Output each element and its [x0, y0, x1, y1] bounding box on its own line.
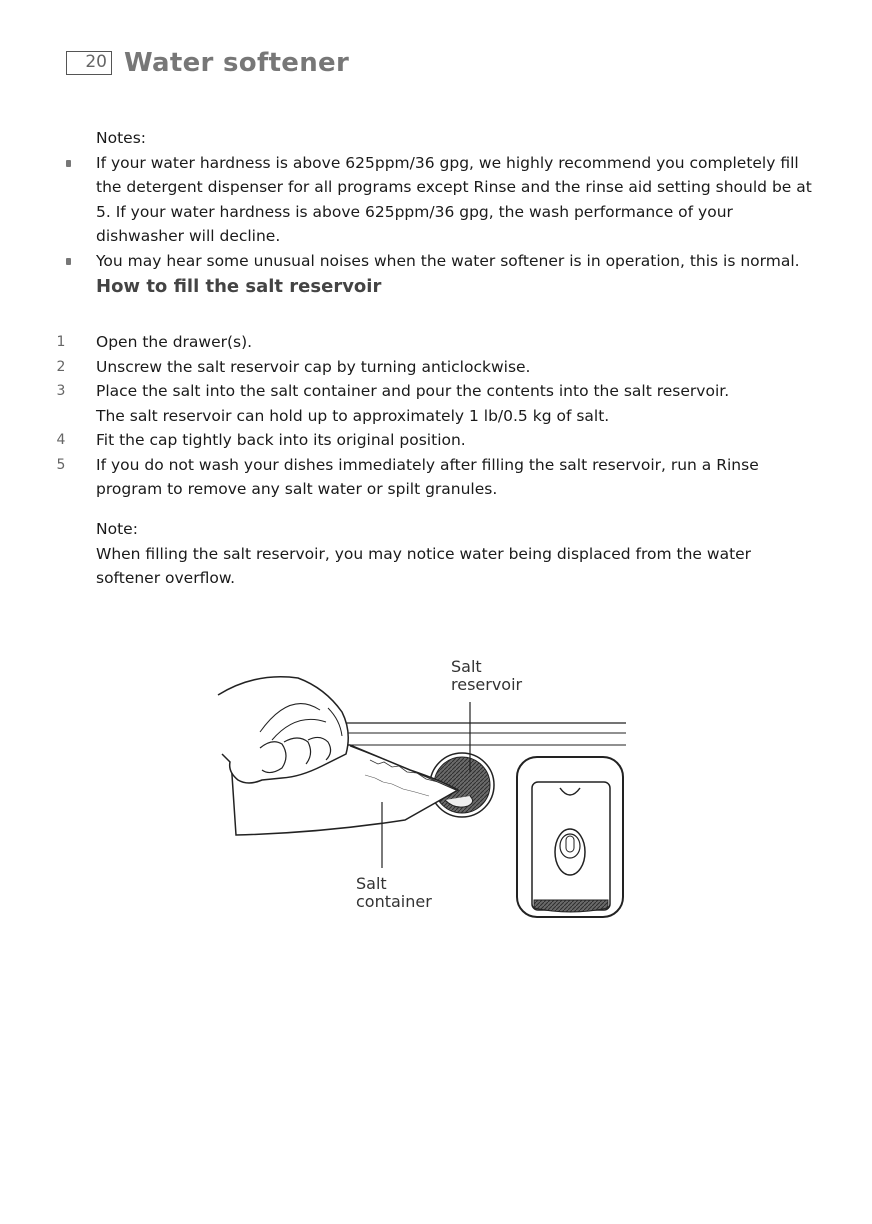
notes-list: [96, 151, 816, 274]
list-item: [56, 379, 816, 428]
step-number: 4: [56, 432, 66, 448]
list-item: [56, 453, 816, 502]
step-number: 1: [56, 334, 66, 350]
steps-block: [56, 330, 816, 502]
list-item: [56, 355, 816, 380]
steps-list: [56, 330, 816, 502]
salt-container-label: [356, 875, 432, 911]
drawer-edge: [340, 723, 626, 745]
step-extra-text: The salt reservoir can hold up to approximately 1 lb/0.5 kg of salt.: [96, 406, 610, 425]
step-text: If you do not wash your dishes immediately after filling the salt reservoir, run a Rinse program to remove any salt water or spilt granules.: [96, 455, 759, 498]
note-text: You may hear some unusual noises when the water softener is in operation, this is normal.: [96, 251, 800, 270]
page-header: [66, 48, 349, 78]
list-item: [56, 330, 816, 355]
step-text: Open the drawer(s).: [96, 333, 253, 351]
page-number: 20: [66, 51, 112, 75]
note-text: When filling the salt reservoir, you may notice water being displaced from the water softener overflow.: [96, 544, 752, 587]
note-block: [96, 517, 816, 591]
list-item: [96, 151, 816, 249]
step-text: Fit the cap tightly back into its original position.: [96, 431, 466, 449]
notes-label: Notes:: [96, 129, 146, 147]
step-text: Unscrew the salt reservoir cap by turning anticlockwise.: [96, 357, 531, 376]
salt-reservoir-label: [451, 658, 522, 694]
list-item: [96, 249, 816, 274]
notes-block: [96, 126, 816, 273]
bullet-icon: [66, 160, 71, 167]
reservoir-detail-inset: [517, 757, 623, 917]
note-text: If your water hardness is above 625ppm/36 gpg, we highly recommend you completely fill the detergent dispenser for all programs except Rinse and the rinse aid setting should be at 5. If your water hardness is above 625ppm/36 gpg, the wash performance of your dishwasher will decline.: [96, 153, 812, 245]
section-heading: How to fill the salt reservoir: [96, 276, 382, 297]
container-label-line2: container: [356, 892, 432, 911]
step-number: 2: [56, 358, 66, 375]
reservoir-label-line2: reservoir: [451, 675, 523, 694]
step-text: Place the salt into the salt container and pour the contents into the salt reservoir.: [96, 382, 730, 400]
bullet-icon: [66, 258, 71, 265]
page-title: Water softener: [124, 48, 350, 78]
step-number: 3: [56, 383, 66, 399]
step-number: 5: [56, 456, 66, 473]
list-item: [56, 428, 816, 453]
container-label-line1: Salt: [356, 874, 387, 893]
note-label: Note:: [96, 520, 138, 538]
reservoir-label-line1: Salt: [451, 657, 482, 676]
